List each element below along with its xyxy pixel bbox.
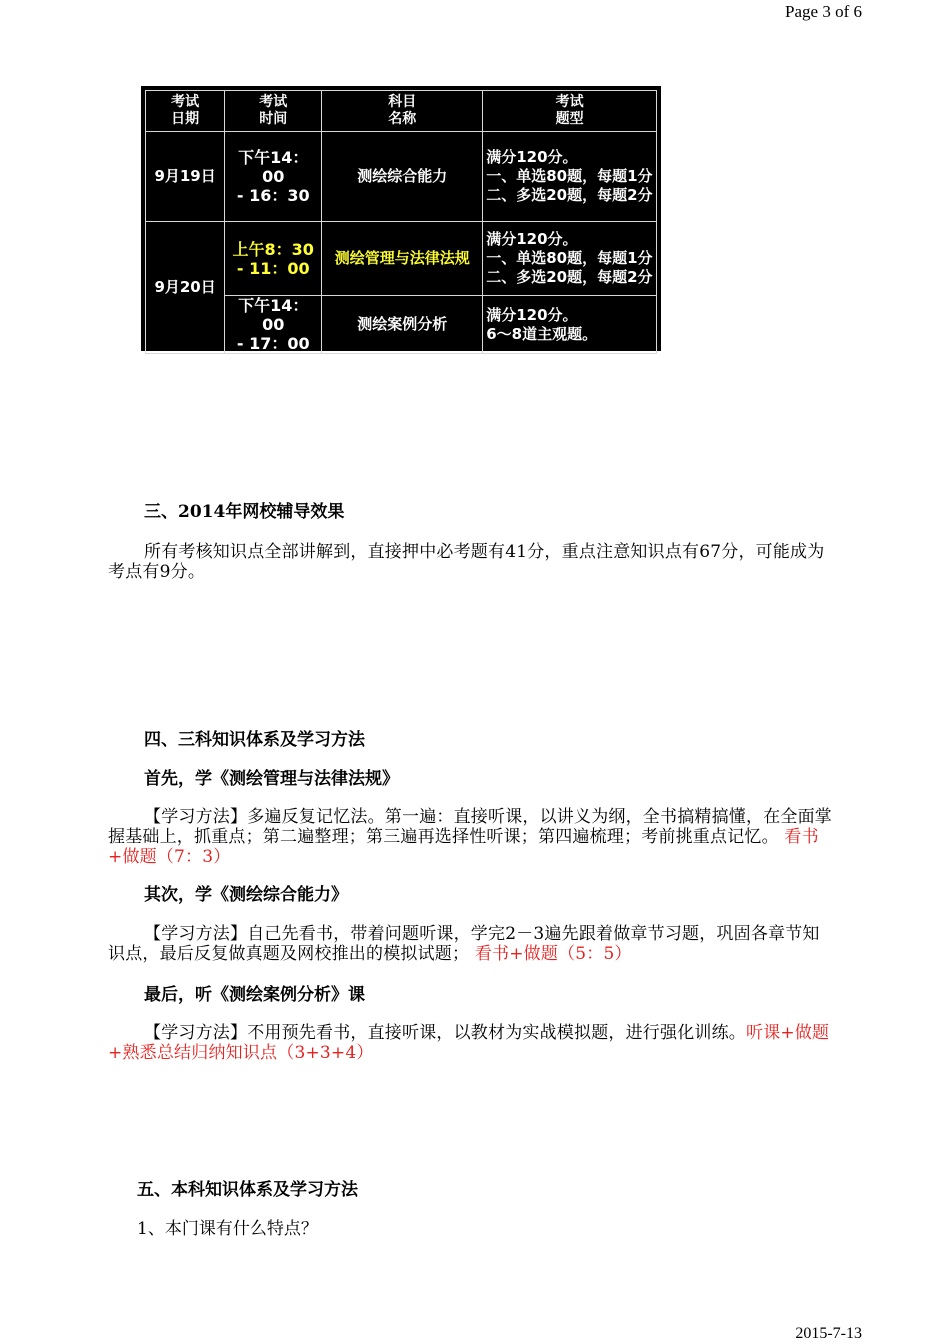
table-row	[146, 222, 657, 296]
section-4-title: 四、三科知识体系及学习方法	[144, 730, 365, 750]
table-header-row	[146, 91, 657, 132]
study-ratio-1: 看书+做题（7：3）	[108, 827, 819, 867]
question-types: 满分120分。 一、单选80题，每题1分 二、多选20题，每题2分	[483, 132, 657, 222]
question-types: 满分120分。 一、单选80题，每题1分 二、多选20题，每题2分	[483, 222, 657, 296]
study-method-1-text: 【学习方法】多遍反复记忆法。第一遍：直接听课，以讲义为纲，全书搞精搞懂，在全面掌握基础上，抓重点；第二遍整理；第三遍再选择性听课；第四遍梳理；考前挑重点记忆。	[108, 807, 832, 847]
subject-name: 测绘案例分析	[322, 296, 483, 354]
study-ratio-3: 听课+做题+熟悉总结归纳知识点（3+3+4）	[108, 1023, 830, 1063]
exam-time: 下午14：00 - 17：00	[225, 296, 322, 354]
subject-3-heading: 最后，听《测绘案例分析》课	[144, 985, 365, 1005]
study-method-2-text: 【学习方法】自己先看书，带着问题听课，学完2－3遍先跟着做章节习题，巩固各章节知识点，最后反复做真题及网校推出的模拟试题；	[108, 924, 820, 964]
section-5-title: 五、本科知识体系及学习方法	[137, 1180, 358, 1200]
subject-2-heading: 其次，学《测绘综合能力》	[144, 885, 348, 905]
study-method-2	[108, 924, 836, 964]
exam-time: 下午14：00 - 16：30	[225, 132, 322, 222]
exam-schedule-table	[141, 86, 661, 351]
study-ratio-2: 看书+做题（5：5）	[474, 944, 632, 964]
subject-name: 测绘综合能力	[322, 132, 483, 222]
header-exam-time: 考试 时间	[225, 91, 322, 132]
section-3-body: 所有考核知识点全部讲解到，直接押中必考题有41分，重点注意知识点有67分，可能成为考点有9分。	[108, 542, 825, 582]
header-exam-date: 考试 日期	[146, 91, 225, 132]
header-subject-name: 科目 名称	[322, 91, 483, 132]
exam-date: 9月19日	[146, 132, 225, 222]
study-method-3-text: 【学习方法】不用预先看书，直接听课，以教材为实战模拟题，进行强化训练。	[144, 1023, 746, 1043]
exam-time: 上午8：30 - 11：00	[225, 222, 322, 296]
page-number: Page 3 of 6	[785, 2, 862, 21]
study-method-3	[108, 1023, 836, 1063]
subject-1-heading: 首先，学《测绘管理与法律法规》	[144, 769, 399, 789]
subject-name: 测绘管理与法律法规	[322, 222, 483, 296]
question-types: 满分120分。 6～8道主观题。	[483, 296, 657, 354]
table-row	[146, 132, 657, 222]
study-method-1	[108, 807, 836, 867]
footer-date: 2015-7-13	[795, 1325, 862, 1342]
section-5-question-1: 1、本门课有什么特点？	[137, 1219, 318, 1239]
exam-date: 9月20日	[146, 222, 225, 354]
section-3-title: 三、2014年网校辅导效果	[144, 502, 345, 522]
header-question-type: 考试 题型	[483, 91, 657, 132]
